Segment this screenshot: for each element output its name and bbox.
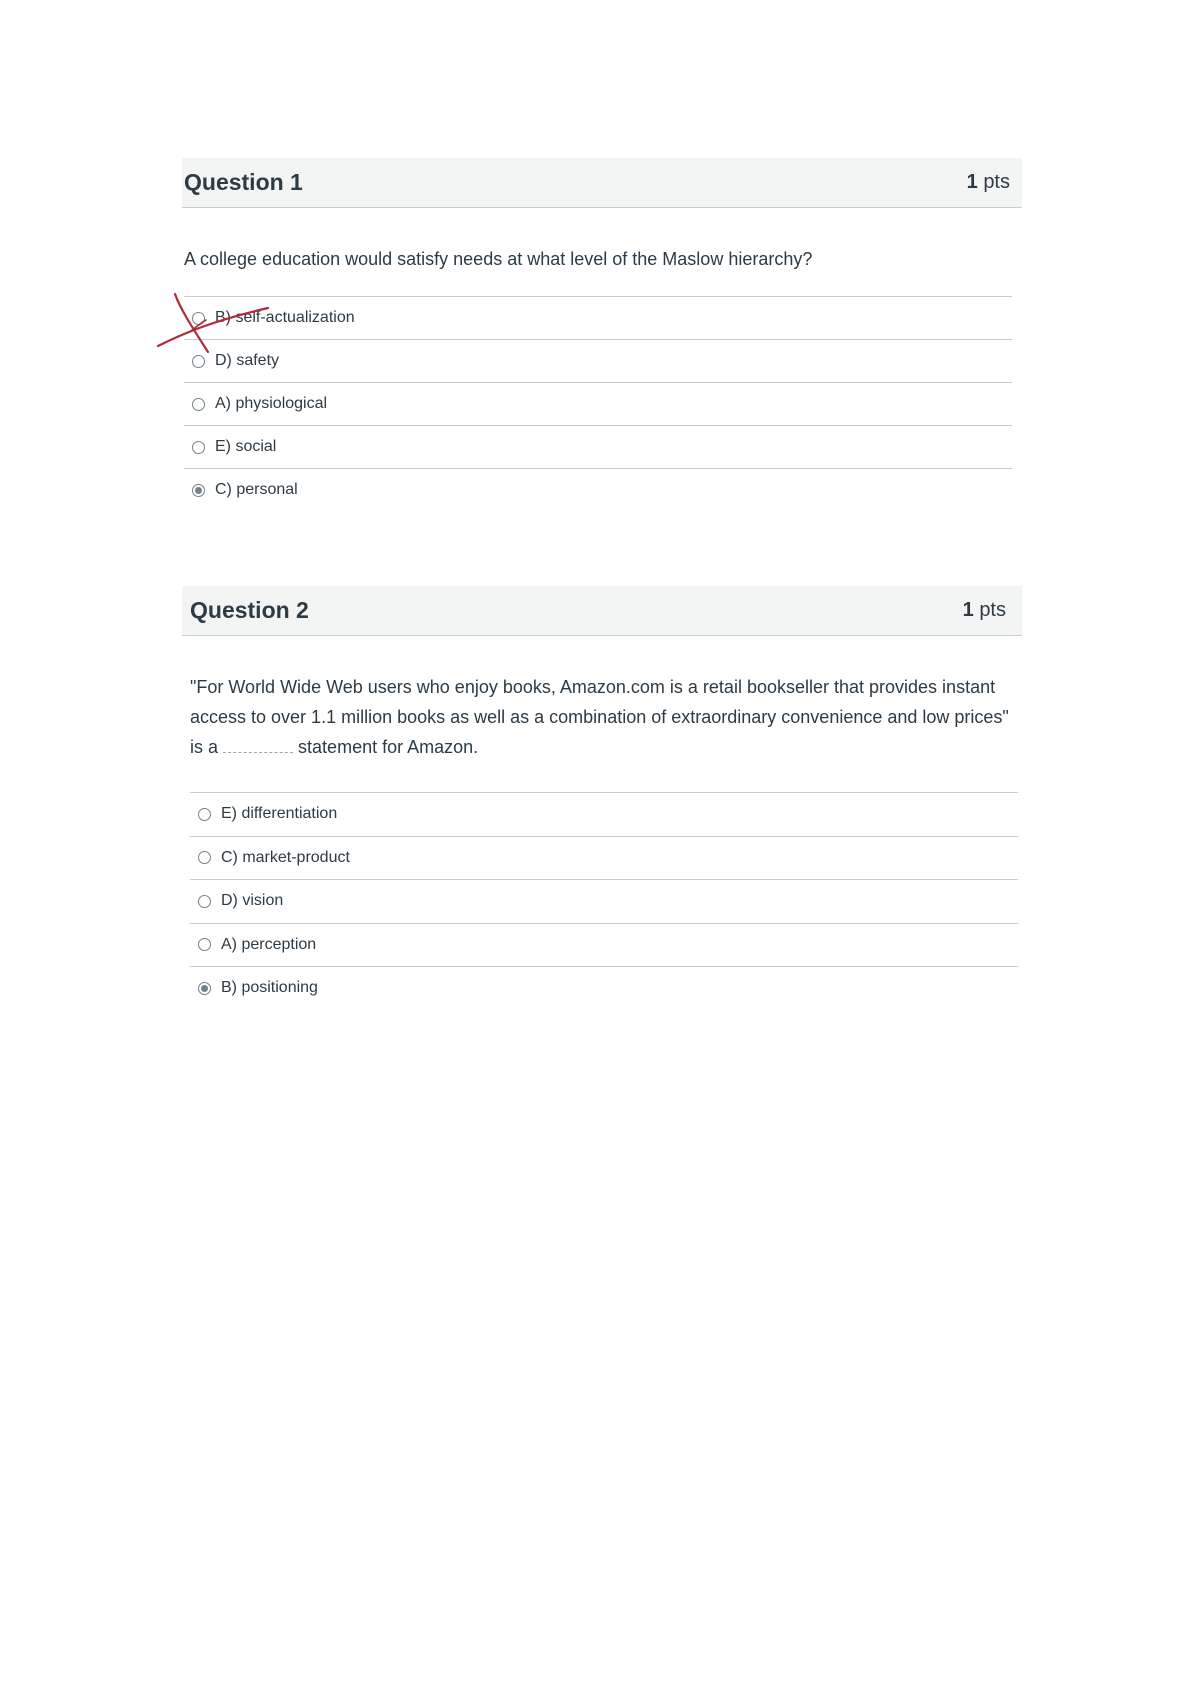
answer-label: B) self-actualization <box>215 309 355 326</box>
question-title: Question 1 <box>184 169 303 195</box>
answer-list <box>184 296 1012 511</box>
radio-button-checked-icon[interactable] <box>198 982 211 995</box>
answer-option[interactable] <box>190 792 1018 836</box>
red-x-mark-icon <box>156 292 272 362</box>
answer-label: E) social <box>215 438 277 455</box>
answer-label: D) safety <box>215 352 280 369</box>
answer-label: D) vision <box>221 892 284 910</box>
radio-button-icon[interactable] <box>198 895 211 908</box>
points-unit: pts <box>983 171 1010 193</box>
fill-in-blank <box>223 738 293 753</box>
radio-button-checked-icon[interactable] <box>192 484 205 497</box>
question-text-before-blank: "For World Wide Web users who enjoy books, Amazon.com is a retail bookseller that provides instant access to over 1.1 million books as well as a combination of extraordinary convenience and low prices" is a <box>190 677 1009 757</box>
points-value: 1 <box>962 599 974 621</box>
answer-label: A) perception <box>221 935 317 953</box>
question-title: Question 2 <box>190 597 309 623</box>
answer-option[interactable] <box>184 425 1012 468</box>
answer-option[interactable] <box>190 836 1018 880</box>
answer-label: C) market-product <box>221 848 350 866</box>
answer-option-selected[interactable] <box>184 468 1012 511</box>
answer-option[interactable] <box>190 923 1018 967</box>
points-unit: pts <box>979 599 1006 621</box>
answer-label: A) physiological <box>215 395 328 412</box>
radio-button-icon[interactable] <box>192 441 205 454</box>
answer-option-selected[interactable] <box>190 966 1018 1010</box>
answer-list <box>190 792 1018 1010</box>
question-1 <box>182 158 1022 511</box>
question-points <box>963 599 1006 622</box>
question-text-after-blank: statement for Amazon. <box>298 737 479 757</box>
answer-option[interactable] <box>190 879 1018 923</box>
question-2 <box>182 586 1022 1010</box>
answer-label: E) differentiation <box>221 805 338 823</box>
question-header <box>182 158 1022 208</box>
question-text <box>190 672 1010 762</box>
question-text: A college education would satisfy needs at what level of the Maslow hierarchy? <box>184 249 813 269</box>
answer-option[interactable] <box>184 339 1012 382</box>
answer-option[interactable] <box>184 296 1012 339</box>
question-header <box>182 586 1022 636</box>
radio-button-icon[interactable] <box>198 851 211 864</box>
radio-button-icon[interactable] <box>198 808 211 821</box>
answer-label: B) positioning <box>221 979 318 997</box>
radio-button-icon[interactable] <box>192 398 205 411</box>
points-value: 1 <box>966 171 978 193</box>
question-points <box>967 171 1010 194</box>
radio-button-icon[interactable] <box>198 938 211 951</box>
answer-label: C) personal <box>215 481 298 498</box>
answer-option[interactable] <box>184 382 1012 425</box>
